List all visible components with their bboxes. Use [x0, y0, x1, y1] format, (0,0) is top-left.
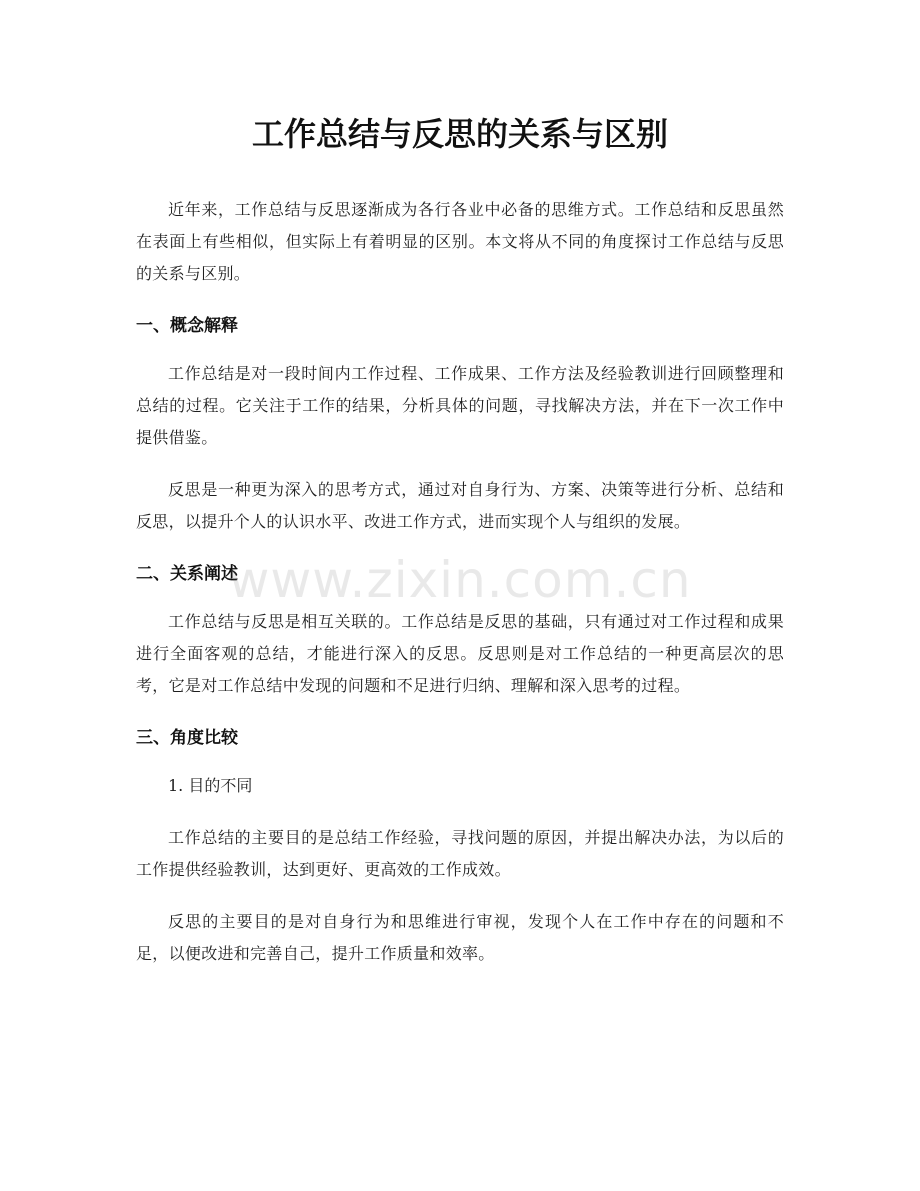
paragraph-work-summary-definition: 工作总结是对一段时间内工作过程、工作成果、工作方法及经验教训进行回顾整理和总结的过程。它关注于工作的结果，分析具体的问题，寻找解决方法，并在下一次工作中提供借鉴。	[136, 364, 784, 447]
paragraph-relationship: 工作总结与反思是相互关联的。工作总结是反思的基础，只有通过对工作过程和成果进行全面客观的总结，才能进行深入的反思。反思则是对工作总结的一种更高层次的思考，它是对工作总结中发现的问题和不足进行归纳、理解和深入思考的过程。	[136, 612, 784, 695]
section-heading-concepts: 一、概念解释	[136, 316, 238, 336]
section-heading-relationship: 二、关系阐述	[136, 564, 238, 584]
paragraph-reflection-purpose: 反思的主要目的是对自身行为和思维进行审视，发现个人在工作中存在的问题和不足，以便改进和完善自己，提升工作质量和效率。	[136, 912, 784, 963]
intro-paragraph: 近年来，工作总结与反思逐渐成为各行各业中必备的思维方式。工作总结和反思虽然在表面上有些相似，但实际上有着明显的区别。本文将从不同的角度探讨工作总结与反思的关系与区别。	[136, 200, 784, 283]
page-title: 工作总结与反思的关系与区别	[251, 115, 668, 153]
paragraph-summary-purpose: 工作总结的主要目的是总结工作经验，寻找问题的原因，并提出解决办法，为以后的工作提供经验教训，达到更好、更高效的工作成效。	[136, 828, 784, 879]
subheading-different-purposes: 1. 目的不同	[168, 776, 253, 795]
paragraph-reflection-definition: 反思是一种更为深入的思考方式，通过对自身行为、方案、决策等进行分析、总结和反思，以提升个人的认识水平、改进工作方式，进而实现个人与组织的发展。	[136, 480, 784, 531]
watermark-text: www.zixin.com.cn	[228, 551, 692, 609]
section-heading-comparison: 三、角度比较	[136, 728, 238, 748]
